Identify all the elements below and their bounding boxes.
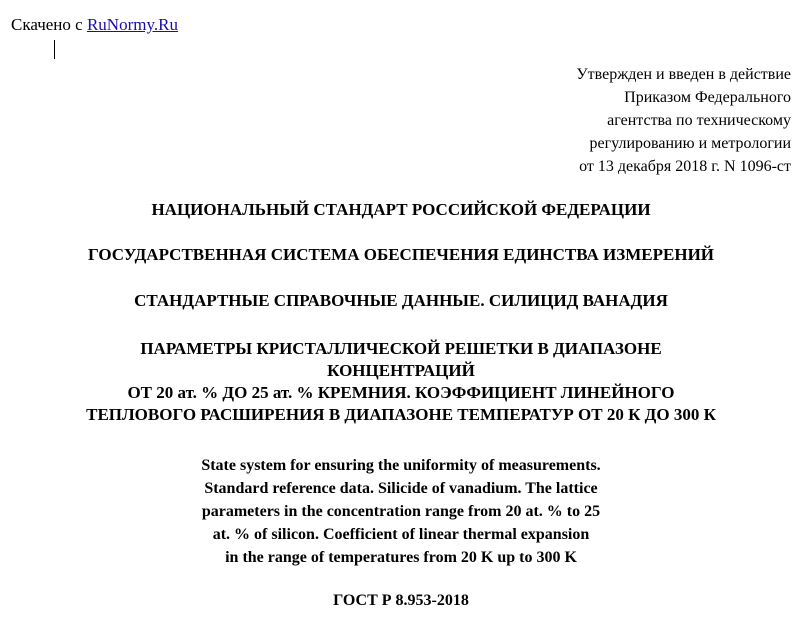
english-title-line: State system for ensuring the uniformity of measurements. (201, 457, 601, 474)
english-title-line: at. % of silicon. Coefficient of linear thermal expansion (212, 526, 590, 543)
heading-national-standard: НАЦИОНАЛЬНЫЙ СТАНДАРТ РОССИЙСКОЙ ФЕДЕРАЦИИ (151, 200, 651, 219)
heading-state-system: ГОСУДАРСТВЕННАЯ СИСТЕМА ОБЕСПЕЧЕНИЯ ЕДИНСТВА ИЗМЕРЕНИЙ (87, 245, 715, 264)
english-title-line: Standard reference data. Silicide of vanadium. The lattice (204, 480, 598, 497)
source-prefix: Скачено с (11, 15, 87, 34)
source-line (11, 15, 178, 35)
english-title-line: in the range of temperatures from 20 K up to 300 K (225, 549, 577, 566)
text-cursor (54, 40, 55, 59)
approval-line: регулированию и метрологии (589, 135, 791, 152)
heading-parameters-line: ТЕПЛОВОГО РАСШИРЕНИЯ В ДИАПАЗОНЕ ТЕМПЕРАТУР ОТ 20 К ДО 300 К (86, 405, 716, 424)
source-link[interactable]: RuNormy.Ru (86, 15, 178, 34)
heading-parameters (0, 338, 802, 426)
english-title-line: parameters in the concentration range from 20 at. % to 25 (201, 503, 601, 520)
heading-reference-data: СТАНДАРТНЫЕ СПРАВОЧНЫЕ ДАННЫЕ. СИЛИЦИД ВАНАДИЯ (134, 291, 668, 310)
standard-designation: ГОСТ Р 8.953-2018 (333, 592, 469, 609)
approval-block (576, 63, 791, 178)
english-title (0, 454, 802, 569)
heading-parameters-line: КОНЦЕНТРАЦИЙ (327, 361, 475, 380)
approval-line: агентства по техническому (607, 112, 791, 129)
heading-parameters-line: ОТ 20 ат. % ДО 25 ат. % КРЕМНИЯ. КОЭФФИЦИЕНТ ЛИНЕЙНОГО (127, 383, 675, 402)
heading-parameters-line: ПАРАМЕТРЫ КРИСТАЛЛИЧЕСКОЙ РЕШЕТКИ В ДИАПАЗОНЕ (140, 339, 662, 358)
approval-line: от 13 декабря 2018 г. N 1096-ст (579, 158, 791, 175)
approval-line: Приказом Федерального (624, 89, 791, 106)
approval-line: Утвержден и введен в действие (576, 66, 791, 83)
